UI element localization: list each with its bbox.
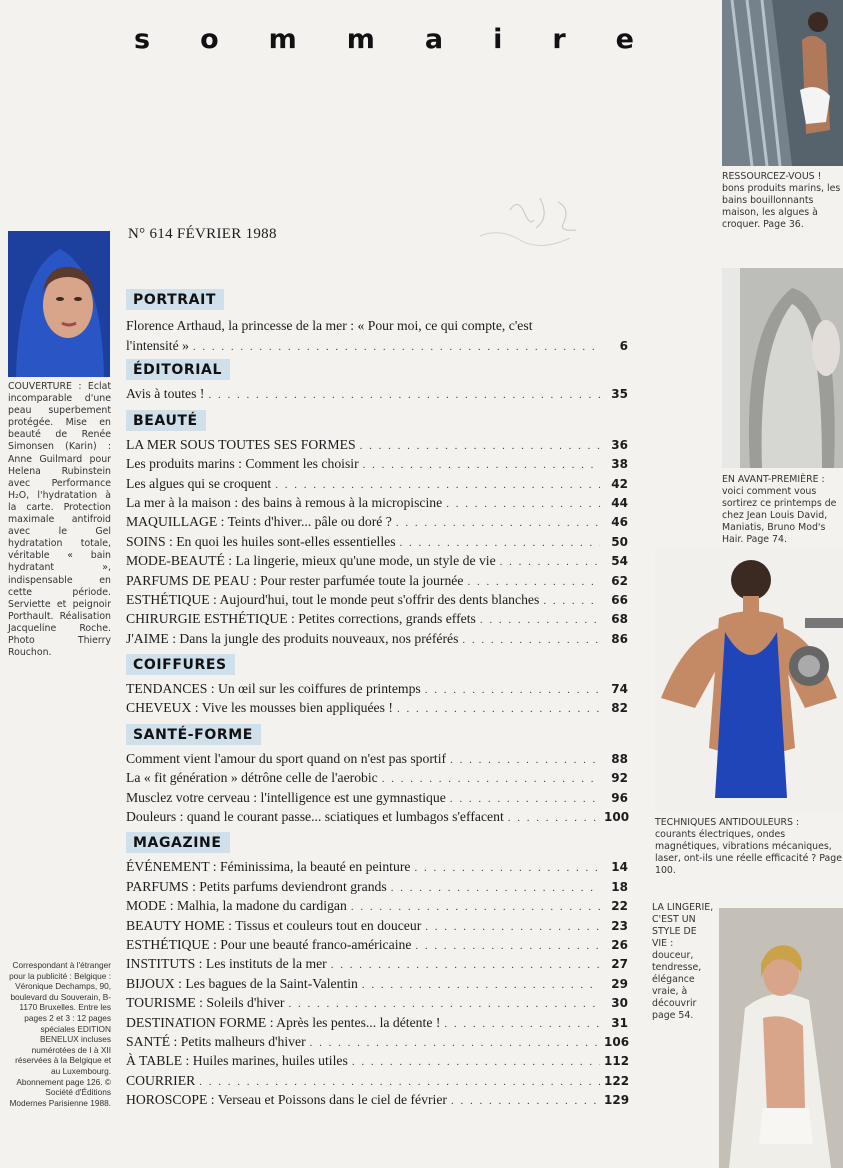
cover-photo bbox=[8, 231, 110, 377]
entry-title: BIJOUX : Les bagues de la Saint-Valentin bbox=[126, 975, 358, 991]
page-number: 26 bbox=[611, 937, 628, 952]
page-number: 14 bbox=[611, 860, 628, 875]
entry-title: DESTINATION FORME : Après les pentes... la détente ! bbox=[126, 1014, 441, 1030]
section-heading: BEAUTÉ bbox=[126, 410, 206, 431]
leader-dots bbox=[208, 389, 600, 401]
entry-title: l'intensité » bbox=[126, 338, 189, 353]
page-number: 36 bbox=[611, 437, 628, 452]
photo-caption-3: TECHNIQUES ANTIDOULEURS : courants électriques, ondes magnétiques, vibrations mécaniques, laser, ont-ils une réelle efficacité ? Page 100. bbox=[655, 817, 842, 877]
entry-title: ÉVÉNEMENT : Féminissima, la beauté en peinture bbox=[126, 859, 411, 875]
leader-dots bbox=[414, 862, 600, 874]
toc-entry bbox=[126, 809, 628, 828]
leader-dots bbox=[193, 337, 600, 357]
issue-number: N° 614 FÉVRIER 1988 bbox=[128, 226, 277, 242]
leader-dots bbox=[397, 703, 600, 715]
toc-entry bbox=[126, 937, 628, 956]
page-number: 31 bbox=[611, 1015, 628, 1030]
toc-entry bbox=[126, 386, 628, 405]
leader-dots bbox=[415, 940, 600, 952]
table-of-contents bbox=[126, 289, 628, 1116]
section-heading: SANTÉ-FORME bbox=[126, 724, 261, 745]
entry-title: TOURISME : Soleils d'hiver bbox=[126, 995, 285, 1011]
leader-dots bbox=[331, 959, 600, 971]
toc-entry bbox=[126, 859, 628, 878]
title-letter: o bbox=[200, 24, 219, 55]
section-heading: PORTRAIT bbox=[126, 289, 224, 310]
leader-dots bbox=[199, 1076, 600, 1088]
section-heading: COIFFURES bbox=[126, 654, 235, 675]
leader-dots bbox=[444, 1018, 600, 1030]
toc-entry bbox=[126, 476, 628, 495]
leader-dots bbox=[425, 921, 600, 933]
leader-dots bbox=[480, 614, 600, 626]
entry-title: Les produits marins : Comment les choisir bbox=[126, 456, 359, 472]
toc-entry bbox=[126, 918, 628, 937]
title-letter: e bbox=[615, 24, 634, 55]
page-number: 22 bbox=[611, 899, 628, 914]
entry-title: À TABLE : Huiles marines, huiles utiles bbox=[126, 1053, 348, 1069]
entry-title: PARFUMS : Petits parfums deviendront grands bbox=[126, 878, 387, 894]
entry-title: MODE-BEAUTÉ : La lingerie, mieux qu'une mode, un style de vie bbox=[126, 553, 496, 569]
entry-title: BEAUTY HOME : Tissus et couleurs tout en douceur bbox=[126, 917, 422, 933]
page-number: 42 bbox=[611, 476, 628, 491]
leader-dots bbox=[543, 595, 600, 607]
publisher-credits: Correspondant à l'étranger pour la publicité : Belgique : Véronique Dechamps, 90, boulevard du Souverain, B-1170 Bruxelles. Entre les pages 2 et 3 : 12 pages spéciales EDITION BENELUX incluses numérotées de I à XII réservées à la Belgique et au Luxembourg. Abonnement page 126. © Société d'Éditions Modernes Parisienne 1988. bbox=[9, 960, 111, 1108]
page-number: 30 bbox=[611, 996, 628, 1011]
entry-title: TENDANCES : Un œil sur les coiffures de printemps bbox=[126, 681, 421, 697]
waterfall-photo bbox=[722, 0, 843, 166]
toc-entry bbox=[126, 898, 628, 917]
lingerie-photo bbox=[719, 908, 843, 1168]
page-number: 86 bbox=[611, 631, 628, 646]
leader-dots bbox=[450, 754, 600, 766]
hair-photo bbox=[722, 268, 843, 468]
page-number: 96 bbox=[611, 790, 628, 805]
cover-caption: COUVERTURE : Eclat incomparable d'une peau superbement protégée. Mise en beauté de Renée Simonsen (Karin) : Anne Guilmard pour Helena Rubinstein avec Performance H₂O, l'hydratation à la carte. Protection maximale antifroid avec le Gel hydratation totale, véritable « bain hydratant », indispensable en cette période. Serviette et peignoir Porthault. Réalisation Jacqueline Roche. Photo Thierry Rouchon. bbox=[8, 381, 111, 659]
entry-title: MAQUILLAGE : Teints d'hiver... pâle ou doré ? bbox=[126, 514, 392, 530]
photo-caption-2: EN AVANT-PREMIÈRE : voici comment vous sortirez ce printemps de chez Jean Louis David, Maniatis, Bruno Mod's Hair. Page 74. bbox=[722, 474, 837, 546]
title-letter: s bbox=[134, 24, 151, 55]
page-number: 38 bbox=[611, 457, 628, 472]
leader-dots bbox=[310, 1037, 600, 1049]
entry-title: SOINS : En quoi les huiles sont-elles essentielles bbox=[126, 533, 396, 549]
leader-dots bbox=[275, 479, 600, 491]
entry-title: CHIRURGIE ESTHÉTIQUE : Petites corrections, grands effets bbox=[126, 611, 476, 627]
entry-title: ESTHÉTIQUE : Pour une beauté franco-américaine bbox=[126, 936, 412, 952]
leader-dots bbox=[363, 459, 600, 471]
title-letter: i bbox=[493, 24, 503, 55]
swimsuit-photo bbox=[655, 548, 843, 813]
toc-entry bbox=[126, 995, 628, 1014]
entry-title: La « fit génération » détrône celle de l'aerobic bbox=[126, 770, 378, 786]
toc-entry bbox=[126, 879, 628, 898]
page-number: 62 bbox=[611, 573, 628, 588]
entry-title: INSTITUTS : Les instituts de la mer bbox=[126, 956, 327, 972]
section-heading: MAGAZINE bbox=[126, 832, 230, 853]
title-letter: m bbox=[346, 24, 375, 55]
entry-title: SANTÉ : Petits malheurs d'hiver bbox=[126, 1033, 306, 1049]
leader-dots bbox=[467, 576, 600, 588]
toc-entry bbox=[126, 316, 628, 355]
toc-entry bbox=[126, 592, 628, 611]
entry-title: Musclez votre cerveau : l'intelligence est une gymnastique bbox=[126, 789, 446, 805]
page-number: 122 bbox=[604, 1073, 630, 1088]
page-number: 100 bbox=[604, 810, 630, 825]
entry-title: HOROSCOPE : Verseau et Poissons dans le ciel de février bbox=[126, 1092, 447, 1108]
entry-title: ESTHÉTIQUE : Aujourd'hui, tout le monde peut s'offrir des dents blanches bbox=[126, 591, 540, 607]
toc-entry bbox=[126, 534, 628, 553]
toc-entry bbox=[126, 1073, 628, 1092]
page-number: 44 bbox=[611, 495, 628, 510]
page-number: 46 bbox=[611, 515, 628, 530]
page-number: 66 bbox=[611, 592, 628, 607]
page-number: 54 bbox=[611, 554, 628, 569]
toc-entry bbox=[126, 437, 628, 456]
leader-dots bbox=[396, 517, 600, 529]
toc-entry bbox=[126, 770, 628, 789]
page-number: 6 bbox=[619, 339, 628, 353]
page-number: 23 bbox=[611, 918, 628, 933]
entry-title: Douleurs : quand le courant passe... sciatiques et lumbagos s'effacent bbox=[126, 809, 504, 825]
leader-dots bbox=[391, 882, 600, 894]
toc-entry bbox=[126, 681, 628, 700]
entry-title: J'AIME : Dans la jungle des produits nouveaux, nos préférés bbox=[126, 630, 459, 646]
page-number: 74 bbox=[611, 682, 628, 697]
page-number: 92 bbox=[611, 771, 628, 786]
entry-title: La mer à la maison : des bains à remous à la micropiscine bbox=[126, 494, 443, 510]
page-number: 88 bbox=[611, 751, 628, 766]
toc-entry bbox=[126, 611, 628, 630]
leader-dots bbox=[351, 901, 600, 913]
leader-dots bbox=[500, 556, 600, 568]
entry-title: CHEVEUX : Vive les mousses bien appliquées ! bbox=[126, 700, 393, 716]
toc-entry bbox=[126, 1053, 628, 1072]
leader-dots bbox=[362, 979, 600, 991]
page-number: 82 bbox=[611, 701, 628, 716]
entry-title: PARFUMS DE PEAU : Pour rester parfumée toute la journée bbox=[126, 572, 464, 588]
entry-title: MODE : Malhia, la madone du cardigan bbox=[126, 898, 347, 914]
page-number: 106 bbox=[604, 1034, 630, 1049]
page-number: 50 bbox=[611, 534, 628, 549]
photo-caption-4: LA LINGERIE, C'EST UN STYLE DE VIE : douceur, tendresse, élégance vraie, à découvrir page 54. bbox=[652, 902, 714, 1021]
leader-dots bbox=[360, 440, 600, 452]
leader-dots bbox=[508, 812, 600, 824]
leader-dots bbox=[450, 793, 600, 805]
toc-entry bbox=[126, 514, 628, 533]
page-number: 112 bbox=[604, 1054, 630, 1069]
leader-dots bbox=[446, 498, 600, 510]
leader-dots bbox=[352, 1056, 600, 1068]
photo-caption-1: RESSOURCEZ-VOUS ! bons produits marins, les bains bouillonnants maison, les algues à croquer. Page 36. bbox=[722, 171, 841, 231]
page-number: 68 bbox=[611, 612, 628, 627]
page-number: 18 bbox=[611, 879, 628, 894]
page-number: 27 bbox=[611, 957, 628, 972]
toc-entry bbox=[126, 573, 628, 592]
entry-title: Florence Arthaud, la princesse de la mer : « Pour moi, ce qui compte, c'est bbox=[126, 318, 533, 333]
page-title bbox=[134, 24, 634, 55]
entry-title: LA MER SOUS TOUTES SES FORMES bbox=[126, 436, 356, 452]
leader-dots bbox=[288, 998, 600, 1010]
leader-dots bbox=[382, 773, 600, 785]
toc-entry bbox=[126, 790, 628, 809]
leader-dots bbox=[462, 634, 600, 646]
title-letter: r bbox=[552, 24, 566, 55]
toc-entry bbox=[126, 751, 628, 770]
toc-entry bbox=[126, 495, 628, 514]
toc-entry bbox=[126, 976, 628, 995]
title-letter: m bbox=[268, 24, 297, 55]
leader-dots bbox=[425, 684, 600, 696]
entry-title: Avis à toutes ! bbox=[126, 386, 205, 402]
pencil-scribble bbox=[470, 188, 610, 258]
page-number: 29 bbox=[611, 976, 628, 991]
toc-entry bbox=[126, 1092, 628, 1111]
leader-dots bbox=[400, 537, 600, 549]
page-number: 129 bbox=[604, 1093, 630, 1108]
entry-title: COURRIER bbox=[126, 1072, 196, 1088]
leader-dots bbox=[451, 1095, 600, 1107]
title-letter: a bbox=[424, 24, 444, 55]
entry-title: Comment vient l'amour du sport quand on n'est pas sportif bbox=[126, 750, 447, 766]
toc-entry bbox=[126, 956, 628, 975]
section-heading: ÉDITORIAL bbox=[126, 359, 230, 380]
toc-entry bbox=[126, 553, 628, 572]
toc-entry bbox=[126, 631, 628, 650]
toc-entry bbox=[126, 700, 628, 719]
toc-entry bbox=[126, 456, 628, 475]
toc-entry bbox=[126, 1015, 628, 1034]
toc-entry bbox=[126, 1034, 628, 1053]
entry-title: Les algues qui se croquent bbox=[126, 475, 272, 491]
page-number: 35 bbox=[611, 387, 628, 402]
